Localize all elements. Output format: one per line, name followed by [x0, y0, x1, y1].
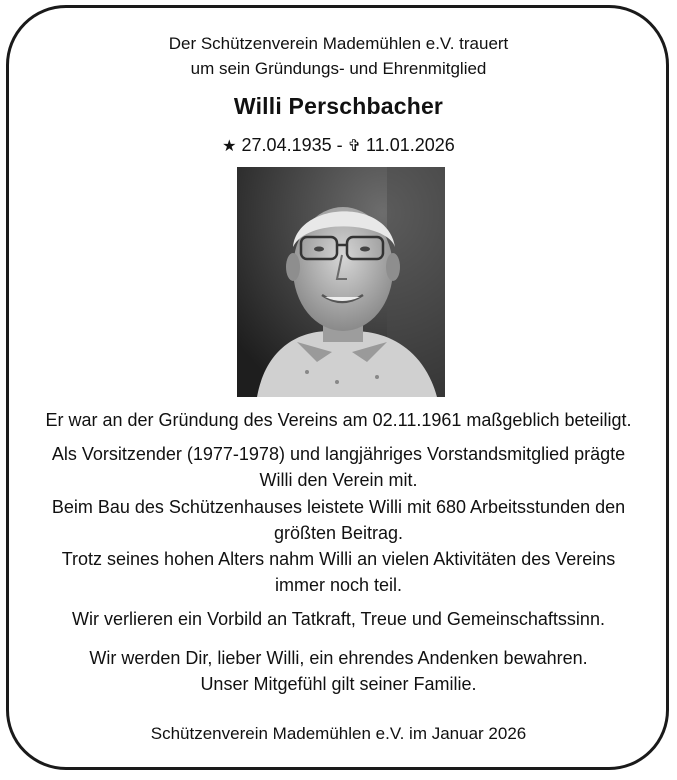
paragraph-chairman-line-2: Willi den Verein mit. — [259, 470, 418, 490]
date-separator: - — [331, 135, 348, 155]
cross-icon: ✞ — [347, 136, 362, 155]
portrait-illustration — [237, 167, 445, 397]
death-date: 11.01.2026 — [366, 135, 455, 155]
intro-line-1: Der Schützenverein Mademühlen e.V. trauert — [168, 34, 509, 53]
paragraph-clubhouse-line-2: größten Beitrag. — [273, 523, 404, 543]
paragraph-activities-line-1: Trotz seines hohen Alters nahm Willi an vielen Aktivitäten des Vereins — [61, 549, 616, 569]
signature-footer: Schützenverein Mademühlen e.V. im Januar 2026 — [150, 724, 527, 743]
paragraph-clubhouse-line-1: Beim Bau des Schützenhauses leistete Willi mit 680 Arbeitsstunden den — [51, 497, 626, 517]
intro-line-2: um sein Gründungs- und Ehrenmitglied — [190, 59, 487, 78]
paragraph-activities-line-2: immer noch teil. — [274, 575, 403, 595]
deceased-name: Willi Perschbacher — [233, 93, 444, 119]
life-dates — [0, 131, 677, 160]
paragraph-remembrance: Wir werden Dir, lieber Willi, ein ehrendes Andenken bewahren. — [89, 648, 588, 668]
paragraph-role-model: Wir verlieren ein Vorbild an Tatkraft, Treue und Gemeinschaftssinn. — [72, 609, 605, 629]
star-icon: ★ — [222, 136, 237, 155]
birth-date: 27.04.1935 — [241, 135, 332, 155]
paragraph-founding: Er war an der Gründung des Vereins am 02.11.1961 maßgeblich beteiligt. — [45, 410, 632, 430]
portrait-photo — [237, 167, 445, 397]
paragraph-chairman-line-1: Als Vorsitzender (1977-1978) und langjähriges Vorstandsmitglied prägte — [51, 444, 626, 464]
paragraph-condolence: Unser Mitgefühl gilt seiner Familie. — [200, 674, 477, 694]
